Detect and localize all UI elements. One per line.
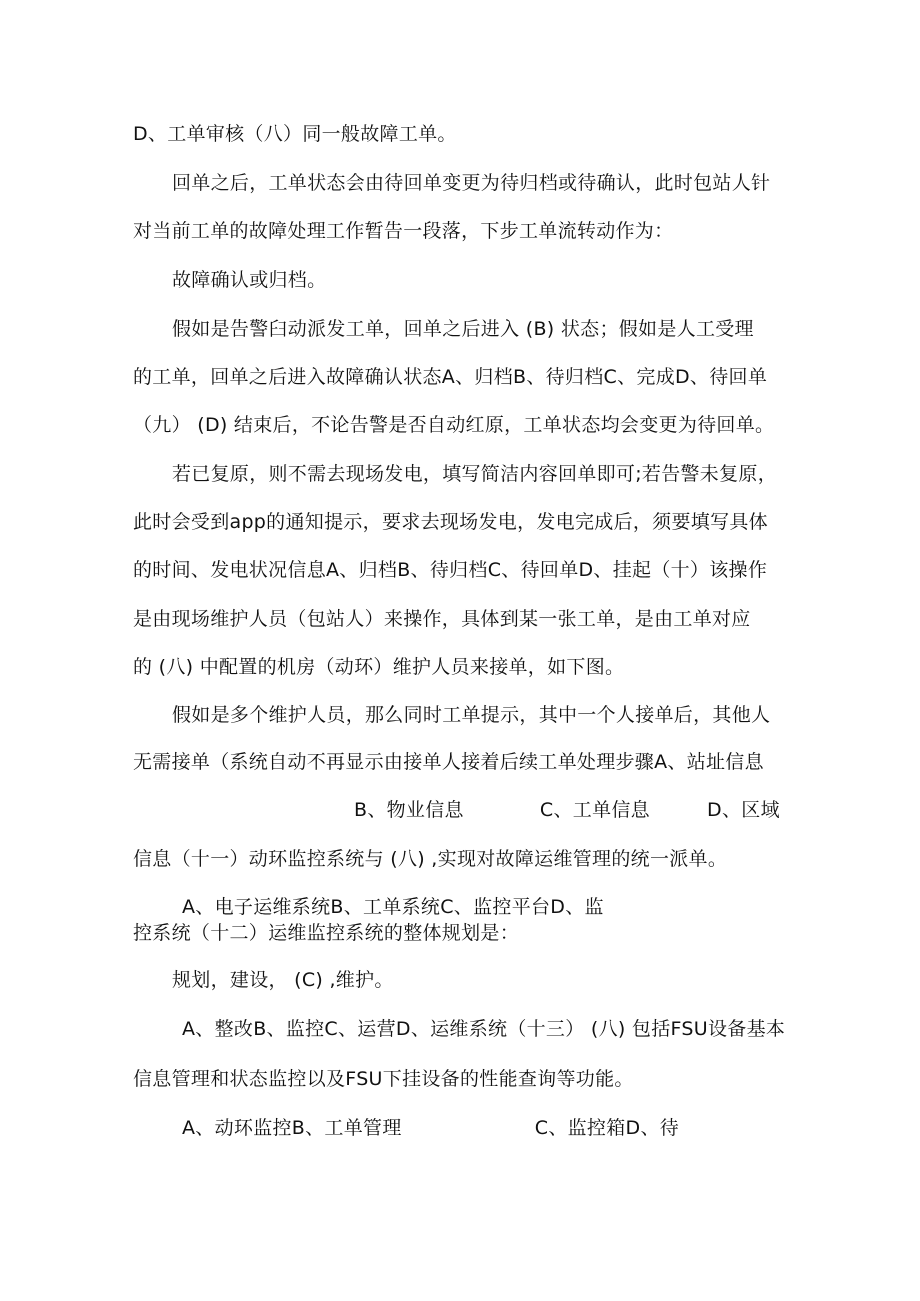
text-line: 的 (八) 中配置的机房（动环）维护人员来接单，如下图。 <box>133 656 625 678</box>
text-line: （九） (D) 结束后，不论告警是否自动红原，工单状态均会变更为待回单。 <box>133 414 775 436</box>
text-line: 控系统（十二）运维监控系统的整体规划是： <box>133 922 520 944</box>
text-line: 对当前工单的故障处理工作暂告一段落，下步工单流转动作为： <box>133 220 674 242</box>
text-line: D、工单审核（八）同一般故障工单。 <box>133 123 457 145</box>
text-line: A、动环监控B、工单管理 C、监控箱D、待 <box>182 1117 680 1139</box>
text-line: 回单之后，工单状态会由待回单变更为待归档或待确认，此时包站人针 <box>172 172 771 194</box>
text-line: 规划，建设， (C) ,维护。 <box>172 969 394 991</box>
text-line: 信息管理和状态监控以及FSU下挂设备的性能查询等功能。 <box>133 1068 634 1090</box>
text-line: 若已复原，则不需去现场发电，填写简洁内容回单即可;若告警未复原， <box>172 463 778 485</box>
text-line: A、整改B、监控C、运营D、运维系统（十三） (八) 包括FSU设备基本 <box>182 1018 786 1040</box>
text-line: 此时会受到app的通知提示，要求去现场发电，发电完成后，须要填写具体 <box>133 511 768 533</box>
text-line: 的工单，回单之后进入故障确认状态A、归档B、待归档C、完成D、待回单 <box>133 366 768 388</box>
text-line: 假如是多个维护人员，那么同时工单提示，其中一个人接单后，其他人 <box>172 704 771 726</box>
text-line: A、电子运维系统B、工单系统C、监控平台D、监 <box>182 896 604 918</box>
text-line: 故障确认或归档。 <box>172 269 327 291</box>
text-line: 假如是告警臼动派发工单，回单之后进入 (B) 状态；假如是人工受理 <box>172 318 754 340</box>
text-line: 的时间、发电状况信息A、归档B、待归档C、待回单D、挂起（十）该操作 <box>133 559 768 581</box>
text-line: 是由现场维护人员（包站人）来操作，具体到某一张工单，是由工单对应 <box>133 608 751 630</box>
text-line: B、物业信息 C、工单信息 D、区域 <box>354 799 780 821</box>
text-line: 无需接单（系统自动不再显示由接单人接着后续工单处理步骤A、站址信息 <box>133 751 764 773</box>
text-line: 信息（十一）动环监控系统与 (八) ,实现对故障运维管理的统一派单。 <box>133 848 728 870</box>
